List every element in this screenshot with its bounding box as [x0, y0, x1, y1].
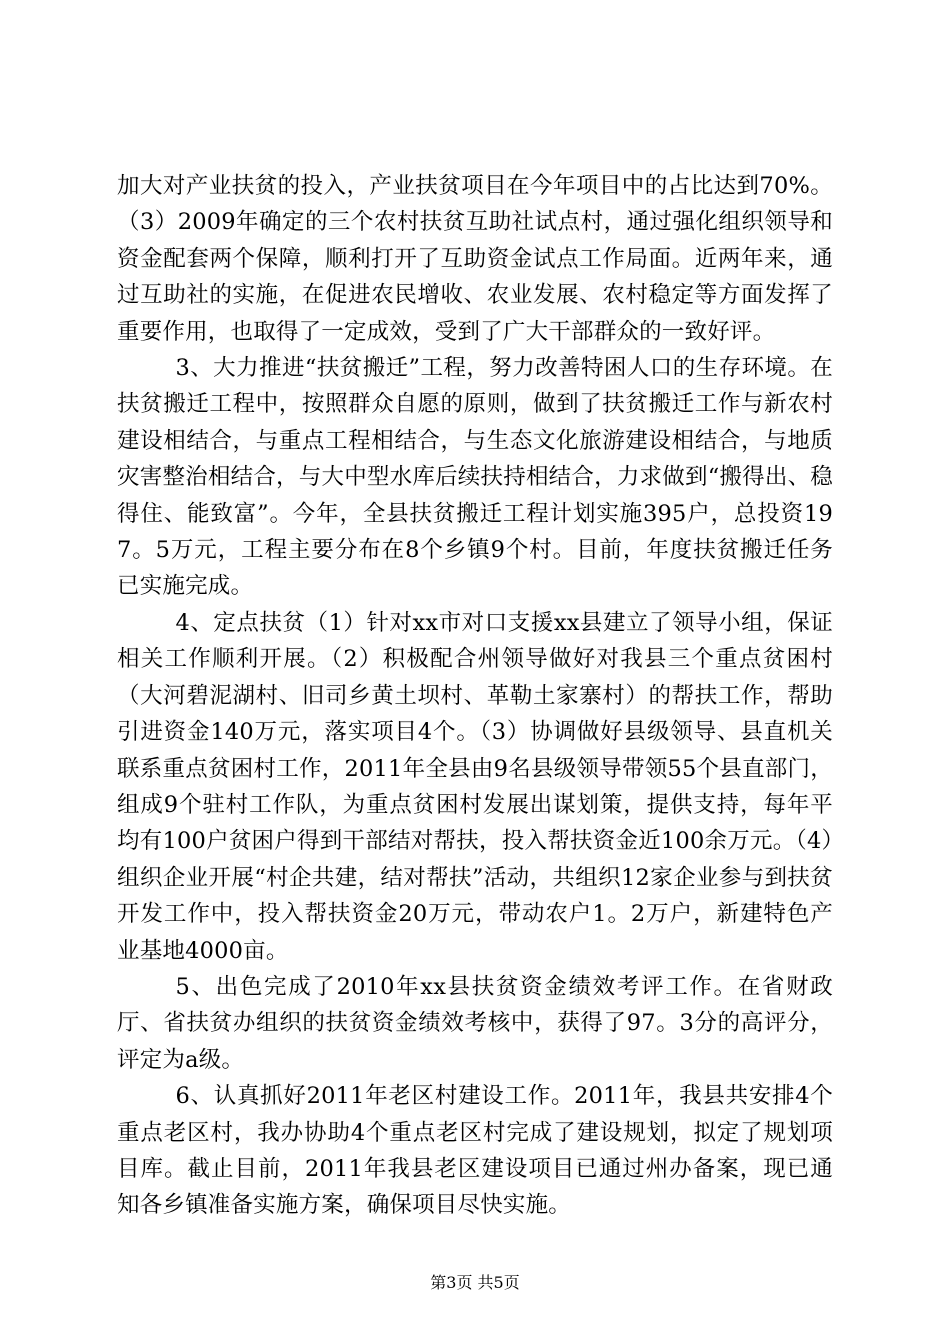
paragraph-industry-poverty-relief: 加大对产业扶贫的投入，产业扶贫项目在今年项目中的占比达到70%。（3）2009年确定的三个农村扶贫互助社试点村，通过强化组织领导和资金配套两个保障，顺利打开了互助资金试点工作局面。近两年来，通过互助社的实施，在促进农民增收、农业发展、农村稳定等方面发挥了重要作用，也取得了一定成效，受到了广大干部群众的一致好评。: [117, 173, 833, 345]
paragraph-relocation-project: 3、大力推进“扶贫搬迁”工程，努力改善特困人口的生存环境。在扶贫搬迁工程中，按照群众自愿的原则，做到了扶贫搬迁工作与新农村建设相结合，与重点工程相结合，与生态文化旅游建设相结合，与地质灾害整治相结合，与大中型水库后续扶持相结合，力求做到“搬得出、稳得住、能致富”。今年，全县扶贫搬迁工程计划实施395户，总投资197。5万元，工程主要分布在8个乡镇9个村。目前，年度扶贫搬迁任务已实施完成。: [117, 355, 833, 600]
document-body: [117, 168, 833, 1224]
paragraph-targeted-poverty-relief: 4、定点扶贫（1）针对xx市对口支援xx县建立了领导小组，保证相关工作顺利开展。（2）积极配合州领导做好对我县三个重点贫困村（大河碧泥湖村、旧司乡黄土坝村、革勒土家寨村）的帮扶工作，帮助引进资金140万元，落实项目4个。（3）协调做好县级领导、县直机关联系重点贫困村工作，2011年全县由9名县级领导带领55个县直部门，组成9个驻村工作队，为重点贫困村发展出谋划策，提供支持，每年平均有100户贫困户得到干部结对帮扶，投入帮扶资金近100余万元。（4）组织企业开展“村企共建，结对帮扶”活动，共组织12家企业参与到扶贫开发工作中，投入帮扶资金20万元，带动农户1。2万户，新建特色产业基地4000亩。: [117, 609, 833, 964]
paragraph-fund-performance-evaluation: 5、出色完成了2010年xx县扶贫资金绩效考评工作。在省财政厅、省扶贫办组织的扶贫资金绩效考核中，获得了97。3分的高评分，评定为a级。: [117, 973, 833, 1073]
page-number-footer: 第3页 共5页: [430, 1273, 520, 1292]
paragraph-old-area-village-construction: 6、认真抓好2011年老区村建设工作。2011年，我县共安排4个重点老区村，我办协助4个重点老区村完成了建设规划，拟定了规划项目库。截止目前，2011年我县老区建设项目已通过州办备案，现已通知各乡镇准备实施方案，确保项目尽快实施。: [117, 1083, 833, 1219]
